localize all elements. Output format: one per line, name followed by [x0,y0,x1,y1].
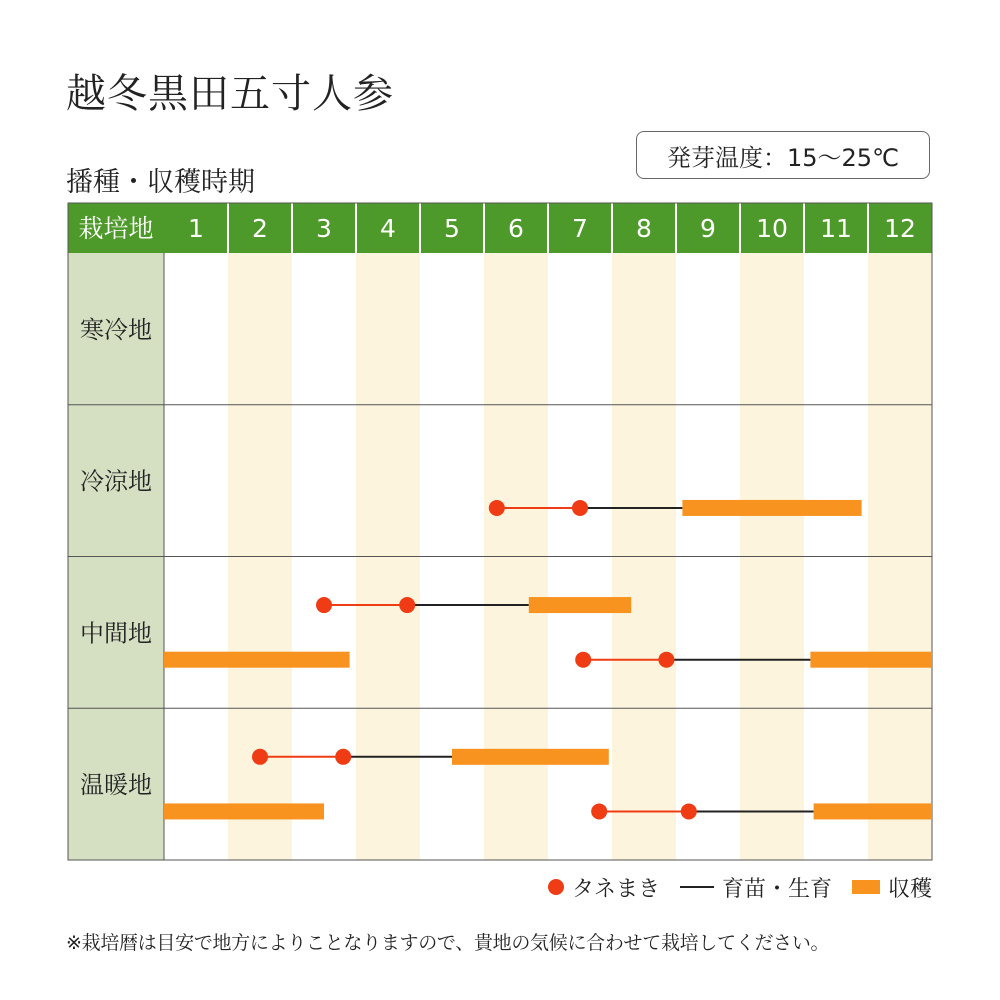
harvest-bar [164,652,350,668]
region-label: 中間地 [80,619,152,648]
harvest-bar [814,803,932,819]
page-title: 越冬黒田五寸人参 [66,71,394,117]
sowing-start-dot [252,749,268,765]
legend-harvest-label: 収穫 [887,876,932,902]
sowing-start-dot [316,597,332,613]
month-label: 2 [252,214,268,243]
footnote: ※栽培暦は目安で地方によりことなりますので、貴地の気候に合わせて栽培してください。 [66,932,830,954]
region-label: 冷涼地 [80,467,152,496]
chart-legend [510,870,932,904]
month-label: 7 [572,214,588,243]
legend-growing-label: 育苗・生育 [721,876,832,902]
legend-sowing [548,872,660,903]
month-label: 4 [380,214,396,243]
harvest-bar-icon [852,880,880,894]
month-label: 8 [636,214,652,243]
month-label: 1 [188,214,204,243]
month-label: 5 [444,214,460,243]
month-label: 12 [884,214,916,243]
germination-temperature-badge: 発芽温度：15〜25℃ [636,131,930,179]
month-label: 6 [508,214,524,243]
sowing-end-dot [572,500,588,516]
sowing-dot-icon [548,879,564,895]
chart-subtitle: 播種・収穫時期 [66,167,255,198]
month-label: 11 [820,214,852,243]
sowing-end-dot [335,749,351,765]
sowing-start-dot [575,652,591,668]
legend-growing [680,872,832,903]
sowing-end-dot [681,803,697,819]
harvest-bar [452,749,609,765]
month-label: 3 [316,214,332,243]
region-label: 温暖地 [80,771,152,800]
month-label: 10 [756,214,788,243]
sowing-end-dot [658,652,674,668]
legend-harvest [852,872,932,903]
growing-line-icon [680,886,714,888]
header-region-label: 栽培地 [78,214,154,243]
harvest-bar [164,803,324,819]
harvest-bar [529,597,631,613]
harvest-bar [810,652,932,668]
sowing-start-dot [591,803,607,819]
sowing-start-dot [489,500,505,516]
sowing-end-dot [399,597,415,613]
region-label: 寒冷地 [80,315,152,344]
harvest-bar [682,500,861,516]
legend-sowing-label: タネまき [571,876,660,902]
month-label: 9 [700,214,716,243]
